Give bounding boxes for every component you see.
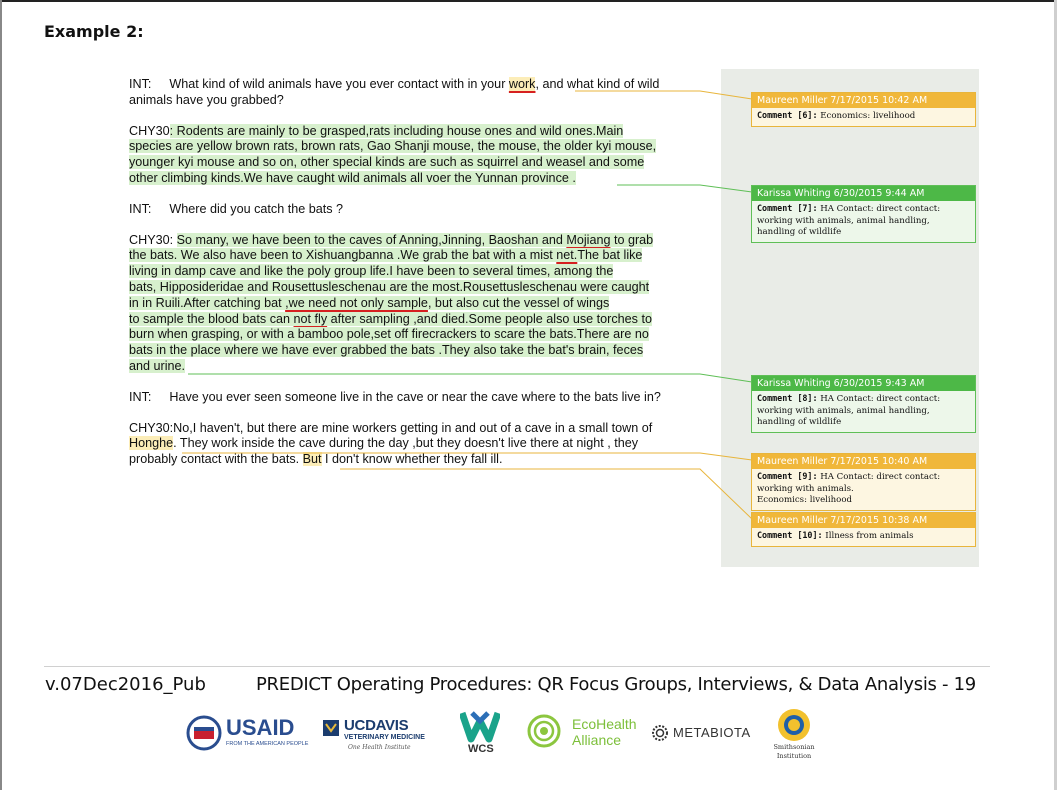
comment-9[interactable]: Maureen Miller 7/17/2015 10:40 AM Comment [9]: HA Contact: direct contact: working with animals. Economics: livelihood bbox=[751, 453, 976, 511]
highlight-honghe[interactable]: Honghe bbox=[129, 436, 174, 451]
highlight-work[interactable]: work bbox=[508, 77, 536, 91]
underline-mojiang: Mojiang bbox=[566, 232, 611, 247]
comment-10[interactable]: Maureen Miller 7/17/2015 10:38 AM Comment [10]: Illness from animals bbox=[751, 512, 976, 547]
page-left-border bbox=[0, 0, 2, 790]
highlight-response-2[interactable]: So many, we have been to the caves of Anning,Jinning, Baoshan and Mojiang to grab bbox=[176, 232, 654, 247]
ecohealth-logo: EcoHealth Alliance bbox=[526, 713, 644, 753]
response-1: CHY30: Rodents are mainly to be grasped,rats including house ones and wild ones.Main species are yellow brown rats, brown rats, Gao Shanji mouse, the mouse, the older kyi mouse, younger kyi mouse and so on, other special kinds are such as squirrel and weasel and some other climbing kinds.We have caught wild animals all voer the Yunnan province . bbox=[129, 123, 657, 185]
interviewer-question-3: INT: Have you ever seen someone live in the cave or near the cave where to the bats live in? bbox=[129, 389, 661, 404]
metabiota-gear-icon bbox=[650, 723, 670, 743]
highlight-but[interactable]: But bbox=[302, 452, 322, 467]
metabiota-logo: METABIOTA bbox=[650, 723, 760, 745]
footer-divider bbox=[44, 666, 990, 667]
footer-title: PREDICT Operating Procedures: QR Focus Groups, Interviews, & Data Analysis - 19 bbox=[256, 674, 976, 695]
interviewer-question-2: INT: Where did you catch the bats ? bbox=[129, 201, 344, 216]
wcs-w-icon bbox=[460, 709, 500, 743]
wcs-logo: WCS bbox=[456, 709, 506, 759]
example-heading: Example 2: bbox=[44, 22, 144, 41]
comment-8[interactable]: Karissa Whiting 6/30/2015 9:43 AM Comment [8]: HA Contact: direct contact: working with animals, animal handling, handling of wildlife bbox=[751, 375, 976, 433]
comment-7[interactable]: Karissa Whiting 6/30/2015 9:44 AM Comment [7]: HA Contact: direct contact: working with animals, animal handling, handling of wildlife bbox=[751, 185, 976, 243]
usaid-seal-icon bbox=[186, 715, 222, 751]
ucdavis-shield-icon bbox=[322, 719, 340, 737]
usaid-logo: USAID FROM THE AMERICAN PEOPLE bbox=[186, 713, 304, 753]
underline-not-fly: not fly bbox=[293, 311, 328, 326]
page-top-border bbox=[0, 0, 1057, 2]
underline-need-sample: ,we need not only sample bbox=[285, 295, 428, 310]
ucdavis-logo: UCDAVIS VETERINARY MEDICINE One Health Institute bbox=[322, 717, 444, 759]
interviewer-question-1: INT: What kind of wild animals have you ever contact with in your work, and what kind of wild animals have you grabbed? bbox=[129, 77, 660, 107]
footer-version: v.07Dec2016_Pub bbox=[45, 674, 206, 695]
transcript bbox=[129, 77, 714, 483]
smithsonian-sun-icon bbox=[777, 708, 811, 742]
ecohealth-swirl-icon bbox=[526, 713, 562, 749]
response-3: CHY30:No,I haven't, but there are mine workers getting in and out of a cave in a small town of Honghe. They work inside the cave during the day ,but they doesn't live there at night , they probably contact with the bats. But I don't know whether they fall ill. bbox=[129, 420, 653, 467]
comment-6[interactable]: Maureen Miller 7/17/2015 10:42 AM Comment [6]: Economics: livelihood bbox=[751, 92, 976, 127]
highlight-response-1[interactable]: : Rodents are mainly to be grasped,rats including house ones and wild ones.Main bbox=[169, 123, 624, 138]
underline-net: net. bbox=[556, 248, 578, 263]
response-2: CHY30: So many, we have been to the caves of Anning,Jinning, Baoshan and Mojiang to grab the bats. We also have been to Xishuangbanna .We grab the bat with a mist net.The bat like living in damp cave and like the poly group life.I have been to several times, among the bats, Hipposideridae and Rousettusleschenau are the most.Rousettusleschenau were caught in in Ruili.After catching bat ,we need not only sample, but also cut the vessel of wings to sample the blood bats can not fly after sampling ,and died.Some people also use torches to burn when grasping, or with a bamboo pole,set off firecrackers to scare the bats.There are no bats in the place where we have ever grabbed the bats .They also take the bat's brain, feces and urine. bbox=[129, 232, 654, 373]
smithsonian-logo: Smithsonian Institution bbox=[768, 708, 820, 764]
